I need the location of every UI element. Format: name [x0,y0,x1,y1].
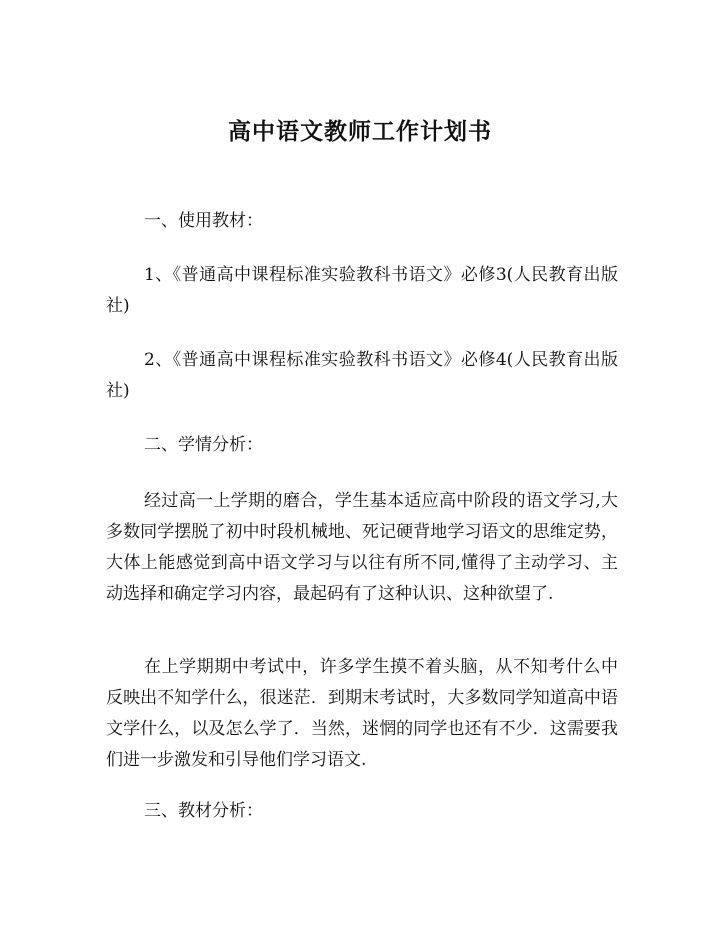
textbook-item-2: 2、《普通高中课程标准实验教科书语文》必修4(人民教育出版社) [106,350,618,401]
document-title: 高中语文教师工作计划书 [228,118,492,145]
student-analysis-paragraph-1: 经过高一上学期的磨合，学生基本适应高中阶段的语文学习,大多数同学摆脱了初中时段机械地、死记硬背地学习语文的思维定势，大体上能感觉到高中语文学习与以往有所不同,懂得了主动学习、主动选择和确定学习内容，最起码有了这种认识、这种欲望了. [106,491,618,604]
student-analysis-paragraph-2: 在上学期期中考试中，许多学生摸不着头脑，从不知考什么中反映出不知学什么，很迷茫．到期末考试时，大多数同学知道高中语文学什么，以及怎么学了．当然，迷惘的同学也还有不少．这需要我们进一步激发和引导他们学习语文. [106,657,618,770]
section-heading-textbook-analysis: 三、教材分析： [144,801,263,821]
section-heading-student-analysis: 二、学情分析： [144,435,263,455]
section-heading-textbooks: 一、使用教材： [144,211,263,231]
textbook-item-1: 1、《普通高中课程标准实验教科书语文》必修3(人民教育出版社) [106,265,618,316]
